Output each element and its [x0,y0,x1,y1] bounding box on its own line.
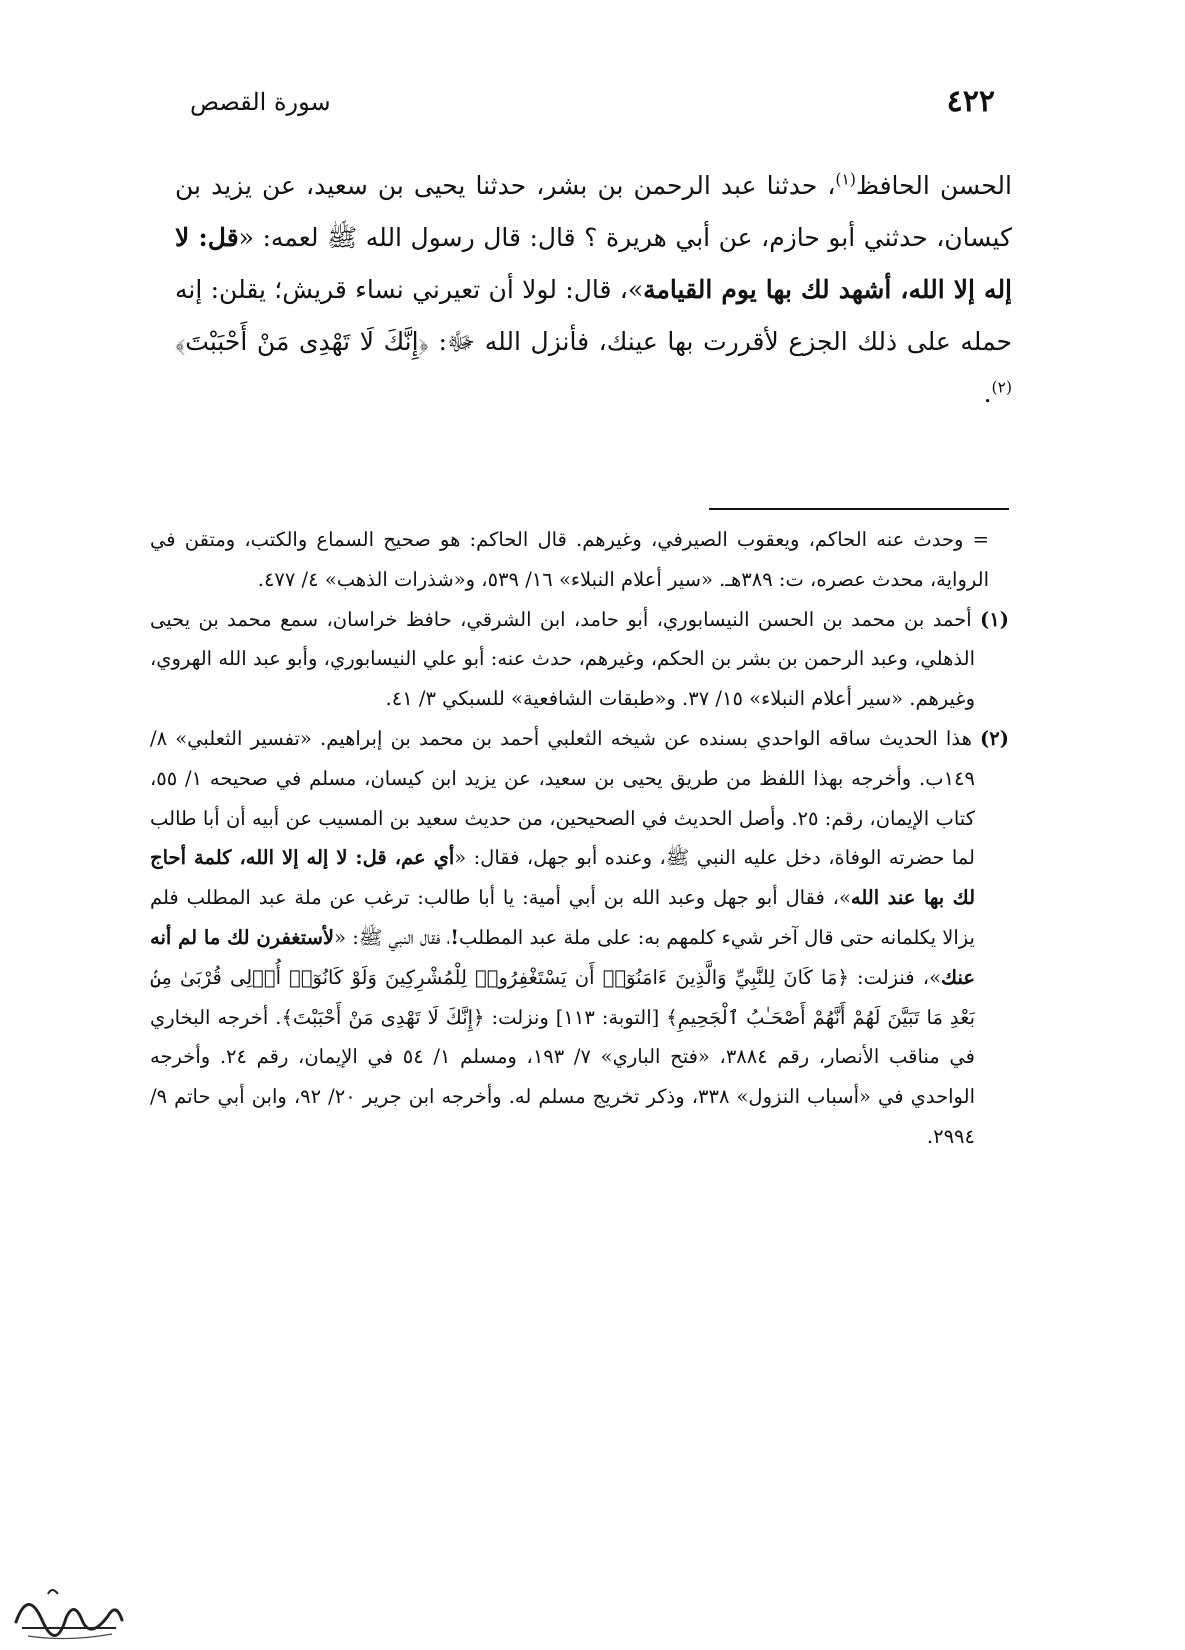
footnote-divider [709,508,1009,510]
footnote-1-number: (١) [980,607,1009,631]
footnote-ref-1[interactable]: (١) [835,170,856,189]
page-number: ٤٢٢ [946,84,995,119]
footnote-1 [150,600,1009,719]
footnote-2-number: (٢) [980,726,1009,750]
footnote-2-text-b: »، فقال أبو جهل وعبد الله بن أبي أمية: يا أبا طالب: ترغب عن ملة عبد المطلب فلم يزالا يكلمانه حتى قال آخر شيء كلمهم به: على ملة عبد المطلب [150,886,975,949]
footnote-2-bold-1: أي عم، قل: لا إله إلا الله، كلمة أحاج لك بها عند الله [150,846,976,910]
main-text-end: . [983,379,992,408]
running-head [190,84,995,124]
main-paragraph [175,160,1012,420]
main-text [175,160,1012,420]
footnote-2-bold-2: ! [450,925,459,949]
main-text-part-a: ، حدثنا عبد الرحمن بن بشر، حدثنا يحيى بن سعيد، عن يزيد بن كيسان، حدثني أبو حازم، عن أبي هريرة ؟ قال: قال رسول الله ﷺ لعمه: « [175,171,1012,252]
footnote-2-text-c: ، فقال النبي ﷺ: « [334,925,451,949]
footnote-2-bold-3: لأستغفرن لك ما لم أنه عنك [150,925,975,989]
footnote-2-text-a: هذا الحديث ساقه الواحدي بسنده عن شيخه الثعلبي أحمد بن محمد بن إبراهيم. «تفسير الثعلبي» ٨/ ١٤٩ب. وأخرجه بهذا اللفظ من طريق يحيى بن سعيد، عن يزيد ابن كيسان، مسلم في صحيحه ١/ ٥٥، كتاب الإيمان، رقم: ٢٥. وأصل الحديث في الصحيحين، من حديث سعيد بن المسيب عن أبيه أن أبا طالب لما حضرته الوفاة، دخل عليه النبي ﷺ، وعنده أبو جهل، فقال: « [150,726,981,870]
main-text-start: الحسن الحافظ [855,171,1012,200]
main-text-part-b: »، قال: لولا أن تعيرني نساء قريش؛ يقلن: إنه حمله على ذلك الجزع لأقررت بها عينك، فأنزل الله ﷻ: ﴿إِنَّكَ لَا تَهْدِى مَنْ أَحْبَبْتَ﴾ [175,275,1012,356]
footnote-2-text-d: »، فنزلت: ﴿مَا كَانَ لِلنَّبِيِّ وَالَّذِينَ ءَامَنُوٓا۟ أَن يَسْتَغْفِرُوا۟ لِلْمُشْرِكِينَ وَلَوْ كَانُوٓا۟ أُو۟لِى قُرْبَىٰ مِنۢ بَعْدِ مَا تَبَيَّنَ لَهُمْ أَنَّهُمْ أَصْحَـٰبُ ٱلْجَحِيمِ﴾ [التوبة: ١١٣] ونزلت: ﴿إِنَّكَ لَا تَهْدِى مَنْ أَحْبَبْتَ﴾. أخرجه البخاري في مناقب الأنصار، رقم ٣٨٨٤، «فتح الباري» ٧/ ١٩٣، ومسلم ١/ ٥٤ في الإيمان، رقم ٢٤. وأخرجه الواحدي في «أسباب النزول» ٣٣٨، وذكر تخريج مسلم له. وأخرجه ابن جرير ٢٠/ ٩٢، وابن أبي حاتم ٩/ ٢٩٩٤. [150,965,975,1148]
footnotes [150,520,1009,1157]
footnote-1-text: أحمد بن محمد بن الحسن النيسابوري، أبو حامد، ابن الشرقي، حافظ خراسان، سمع محمد بن يحيى الذهلي، وعبد الرحمن بن بشر بن الحكم، وغيرهم، حدث عنه: أبو علي النيسابوري، وأبو عبد الله الهروي، وغيرهم. «سير أعلام النبلاء» ١٥/ ٣٧. و«طبقات الشافعية» للسبكي ٣/ ٤١. [150,607,981,711]
footnote-ref-2[interactable]: (٢) [991,378,1012,397]
hadith-quote-bold: قل: لا إله إلا الله، أشهد لك بها يوم القيامة [175,223,1013,304]
footnote-2 [150,719,1009,1157]
footnote-continuation: = وحدث عنه الحاكم، ويعقوب الصيرفي، وغيرهم. قال الحاكم: هو صحيح السماع والكتب، ومتقن في الرواية، محدث عصره، ت: ٣٨٩هـ. «سير أعلام النبلاء» ١٦/ ٥٣٩، و«شذرات الذهب» ٤/ ٤٧٧. [150,528,989,591]
library-stamp-logo [8,1580,128,1644]
surah-title: سورة القصص [190,88,331,116]
